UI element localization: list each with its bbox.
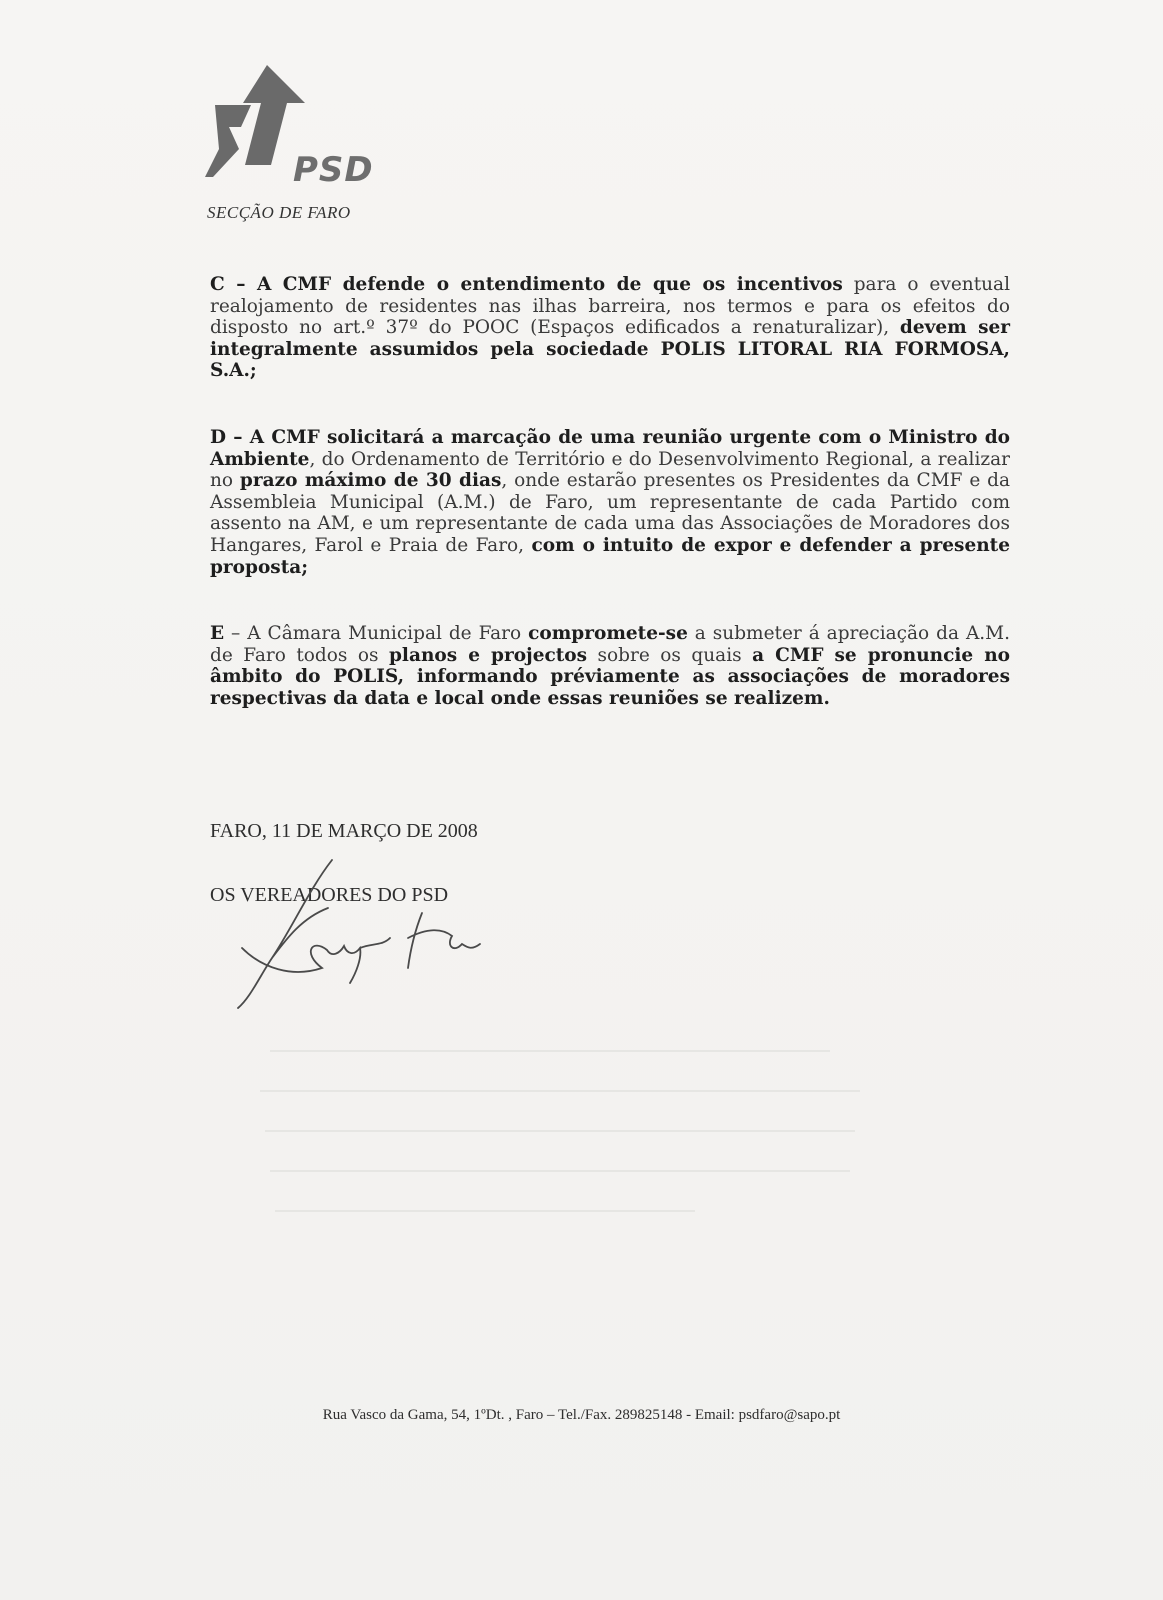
- logo-text: PSD: [293, 150, 374, 190]
- footer-address: Rua Vasco da Gama, 54, 1ºDt. , Faro – Tel./Fax. 289825148 - Email: psdfaro@sapo.pt: [322, 1407, 841, 1423]
- paragraph-c-run: para o eventual realojamento de residentes nas ilhas barreira, nos termos e para os efeitos do disposto no art.º 37º do POOC (Espaços edificados a renaturalizar),: [210, 274, 1010, 339]
- paragraph-c: [210, 274, 1010, 382]
- paragraph-e-run: – A Câmara Municipal de Faro: [224, 623, 529, 644]
- paragraph-d-run: , do Ordenamento de Território e do Desenvolvimento Regional, a realizar no: [210, 448, 1010, 492]
- paragraph-e-run: a submeter á apreciação da A.M. de Faro todos os: [210, 623, 1011, 666]
- paragraph-e-run: compromete-se: [528, 623, 688, 644]
- paragraph-d-run: com o intuito de expor e defender a presente proposta;: [210, 534, 1010, 578]
- paragraph-e-run: sobre os quais: [587, 644, 753, 666]
- paragraph-d: [210, 427, 1010, 578]
- signers-line: OS VEREADORES DO PSD: [210, 884, 449, 906]
- paragraph-c-run: devem ser integralmente assumidos pela sociedade POLIS LITORAL RIA FORMOSA, S.A.;: [210, 317, 1010, 382]
- psd-logo: [205, 65, 405, 225]
- paragraph-c-run: C – A CMF defende o entendimento de que os incentivos: [210, 274, 843, 295]
- section-name: SECÇÃO DE FARO: [207, 203, 351, 222]
- paragraph-e-run: a CMF se pronuncie no âmbito do POLIS, informando préviamente as associações de moradores respectivas da data e local onde essas reuniões se realizem.: [210, 644, 1010, 709]
- handwritten-signature: [232, 858, 492, 1023]
- date-line: FARO, 11 DE MARÇO DE 2008: [210, 820, 478, 842]
- bleed-through-line: [265, 1130, 855, 1132]
- paragraph-e: [210, 623, 1010, 709]
- paragraph-d-run: , onde estarão presentes os Presidentes da CMF e da Assembleia Municipal (A.M.) de Faro, um representante de cada Partido com assento na AM, e um representante de cada uma das Associações de Moradores dos Hangares, Farol e Praia de Faro,: [210, 470, 1010, 556]
- bleed-through-line: [270, 1050, 830, 1052]
- paragraph-e-run: E: [210, 623, 225, 644]
- bleed-through-line: [270, 1170, 850, 1172]
- paragraph-d-run: prazo máximo de 30 dias: [239, 470, 502, 492]
- paragraph-d-run: D – A CMF solicitará a marcação de uma reunião urgente com o Ministro do Ambiente: [210, 427, 1010, 470]
- bleed-through-line: [275, 1210, 695, 1212]
- bleed-through-line: [260, 1090, 860, 1092]
- paragraph-e-run: planos e projectos: [389, 644, 588, 666]
